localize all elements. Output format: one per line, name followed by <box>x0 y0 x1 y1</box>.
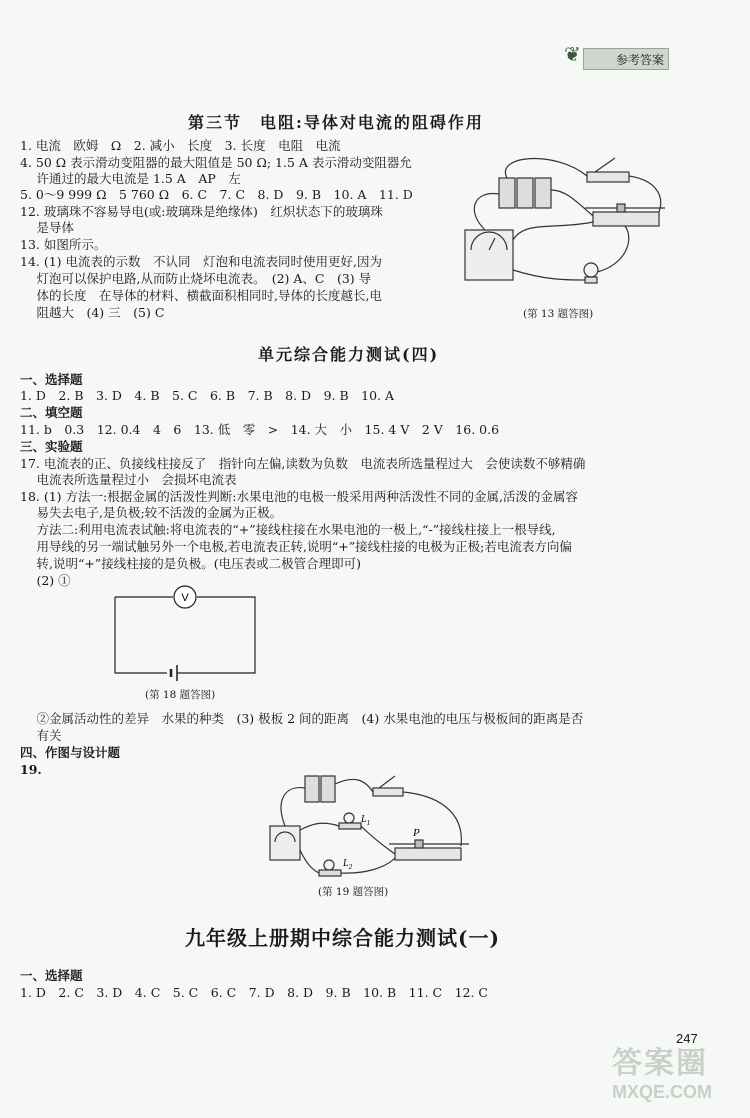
answer-line: 电流表所选量程过小 会损坏电流表 <box>20 472 237 487</box>
figure-13-caption: (第 13 题答图) <box>523 308 594 320</box>
answer-line: 是导体 <box>20 220 74 235</box>
subsection-heading: 二、填空题 <box>20 405 83 420</box>
answer-line: 1. D 2. C 3. D 4. C 5. C 6. C 7. D 8. D 9. B 10. B 11. C 12. C <box>20 985 488 1000</box>
leaf-icon: ❦ <box>564 42 581 66</box>
figure-13-circuit <box>455 150 670 310</box>
watermark-url: MXQE.COM <box>612 1082 713 1102</box>
midterm-title: 九年级上册期中综合能力测试(一) <box>185 926 500 950</box>
answer-line: 4. 50 Ω 表示滑动变阻器的最大阻值是 50 Ω; 1.5 A 表示滑动变阻器允 <box>20 155 412 170</box>
answer-line: 用导线的另一端试触另外一个电极,若电流表正转,说明“+”接线柱接的电极为正极;若电流表方向偏 <box>20 539 572 554</box>
answer-line: 1. D 2. B 3. D 4. B 5. C 6. B 7. B 8. D 9. B 10. A <box>20 388 395 403</box>
section-tab <box>564 42 669 70</box>
subsection-heading: 三、实验题 <box>20 439 83 454</box>
answer-line: 许通过的最大电流是 1.5 A AP 左 <box>20 171 241 186</box>
section-title: 第三节 电阻:导体对电流的阻碍作用 <box>188 113 484 132</box>
answer-line: 11. b 0.3 12. 0.4 4 6 13. 低 零 > 14. 大 小 15. 4 V 2 V 16. 0.6 <box>20 422 500 437</box>
watermark-logo <box>612 1038 742 1108</box>
subsection-heading: 一、选择题 <box>20 372 83 387</box>
page-number: 247 <box>676 1031 698 1046</box>
figure-18-caption: (第 18 题答图) <box>145 689 216 701</box>
answer-line: 方法二:利用电流表试触:将电流表的“+”接线柱接在水果电池的一极上,“-”接线柱接上一根导线, <box>20 522 556 537</box>
answer-line: (2) ① <box>20 573 71 588</box>
answer-line: 有关 <box>20 728 62 743</box>
answer-line: ②金属活动性的差异 水果的种类 (3) 极板 2 间的距离 (4) 水果电池的电压与极板间的距离是否 <box>20 711 584 726</box>
answer-line: 19. <box>20 762 42 777</box>
answer-line: 灯泡可以保护电路,从而防止烧坏电流表。 (2) A、C (3) 导 <box>20 271 372 286</box>
answer-line: 阻越大 (4) 三 (5) C <box>20 305 165 320</box>
figure-19-circuit <box>265 770 480 885</box>
answer-line: 17. 电流表的正、负接线柱接反了 指针向左偏,读数为负数 电流表所选量程过大 会使读数不够精确 <box>20 456 586 471</box>
figure-19-caption: (第 19 题答图) <box>318 886 389 898</box>
answer-line: 转,说明“+”接线柱接的是负极。(电压表或二极管合理即可) <box>20 556 361 571</box>
subsection-heading: 四、作图与设计题 <box>20 745 121 760</box>
section-tab-label: 参考答案 <box>615 53 664 67</box>
figure-18-circuit <box>105 585 265 690</box>
watermark-text: 答案圈 <box>612 1046 708 1081</box>
bulb-l2-label: $L_2$ <box>343 858 353 871</box>
answer-line: 13. 如图所示。 <box>20 237 107 252</box>
bulb-l1-label: $L_1$ <box>361 814 371 827</box>
answer-line: 体的长度 在导体的材料、横截面积相同时,导体的长度越长,电 <box>20 288 382 303</box>
answer-line: 易失去电子,是负极;较不活泼的金属为正极。 <box>20 505 283 520</box>
answer-line: 12. 玻璃珠不容易导电(或:玻璃珠是绝缘体) 红炽状态下的玻璃珠 <box>20 204 383 219</box>
answer-line: 14. (1) 电流表的示数 不认同 灯泡和电流表同时使用更好,因为 <box>20 254 383 269</box>
unit-test-title: 单元综合能力测试(四) <box>258 345 440 364</box>
slider-p-label: P <box>413 827 420 839</box>
subsection-heading: 一、选择题 <box>20 968 83 983</box>
answer-line: 18. (1) 方法一:根据金属的活泼性判断:水果电池的电极一般采用两种活泼性不同的金属,活泼的金属容 <box>20 489 578 504</box>
answer-line: 5. 0～9 999 Ω 5 760 Ω 6. C 7. C 8. D 9. B 10. A 11. D <box>20 187 413 202</box>
voltmeter-label: V <box>181 592 189 604</box>
answer-line: 1. 电流 欧姆 Ω 2. 减小 长度 3. 长度 电阻 电流 <box>20 138 341 153</box>
